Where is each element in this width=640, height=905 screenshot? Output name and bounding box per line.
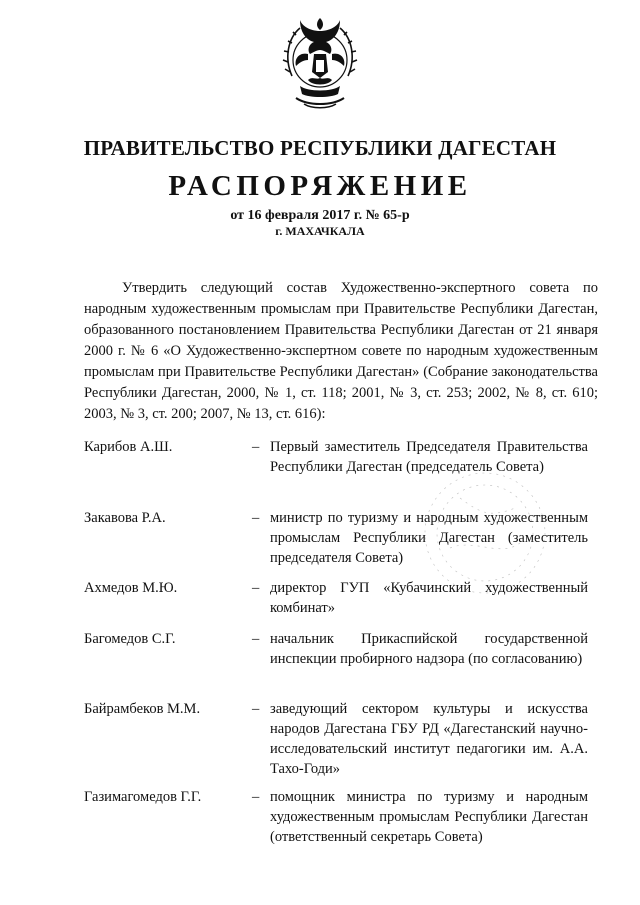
member-dash: – <box>252 631 260 647</box>
member-name: Байрамбеков М.М. <box>84 701 201 717</box>
member-role: Первый заместитель Председателя Правительства Республики Дагестан (председатель Совета) <box>270 439 588 475</box>
document-type: РАСПОРЯЖЕНИЕ <box>168 170 472 202</box>
member-name: Багомедов С.Г. <box>84 631 176 647</box>
dagestan-coat-of-arms-eagle-icon <box>278 14 362 114</box>
date-line: от 16 февраля 2017 г. № 65-р <box>230 208 410 223</box>
city-line: г. МАХАЧКАЛА <box>275 224 365 238</box>
intro-paragraph: Утвердить следующий состав Художественно-экспертного совета по народным художественным промыслам при Правительстве Республики Дагестан, образованного постановлением Правительства Республики Дагестан от 21 января 2000 г. № 6 «О Художественно-экспертном совете по народным художественным промыслам при Правительстве Республики Дагестан» (Собрание законодательства Республики Дагестан, 2000, № 1, ст. 118; 2001, № 3, ст. 253; 2002, № 8, ст. 610; 2003, № 3, ст. 200; 2007, № 13, ст. 616): <box>84 280 598 422</box>
member-role: заведующий сектором культуры и искусства народов Дагестана ГБУ РД «Дагестанский научно-исследовательский институт педагогики им. А.А. Тахо-Годи» <box>270 701 588 777</box>
member-role: помощник министра по туризму и народным художественным промыслам Республики Дагестан (ответственный секретарь Совета) <box>270 789 588 845</box>
government-title: ПРАВИТЕЛЬСТВО РЕСПУБЛИКИ ДАГЕСТАН <box>83 136 557 160</box>
member-name: Газимагомедов Г.Г. <box>84 789 202 805</box>
member-dash: – <box>252 439 260 455</box>
member-name: Карибов А.Ш. <box>84 439 173 455</box>
member-dash: – <box>252 701 260 717</box>
member-dash: – <box>252 580 260 596</box>
member-role: министр по туризму и народным художественным промыслам Республики Дагестан (заместитель председателя Совета) <box>270 510 588 566</box>
member-dash: – <box>252 789 260 805</box>
member-role: директор ГУП «Кубачинский художественный комбинат» <box>270 580 588 616</box>
member-name: Закавова Р.А. <box>84 510 166 526</box>
faint-stamp-mark <box>420 468 550 598</box>
member-role: начальник Прикаспийской государственной инспекции пробирного надзора (по согласованию) <box>270 631 588 667</box>
member-dash: – <box>252 510 260 526</box>
member-name: Ахмедов М.Ю. <box>84 580 178 596</box>
